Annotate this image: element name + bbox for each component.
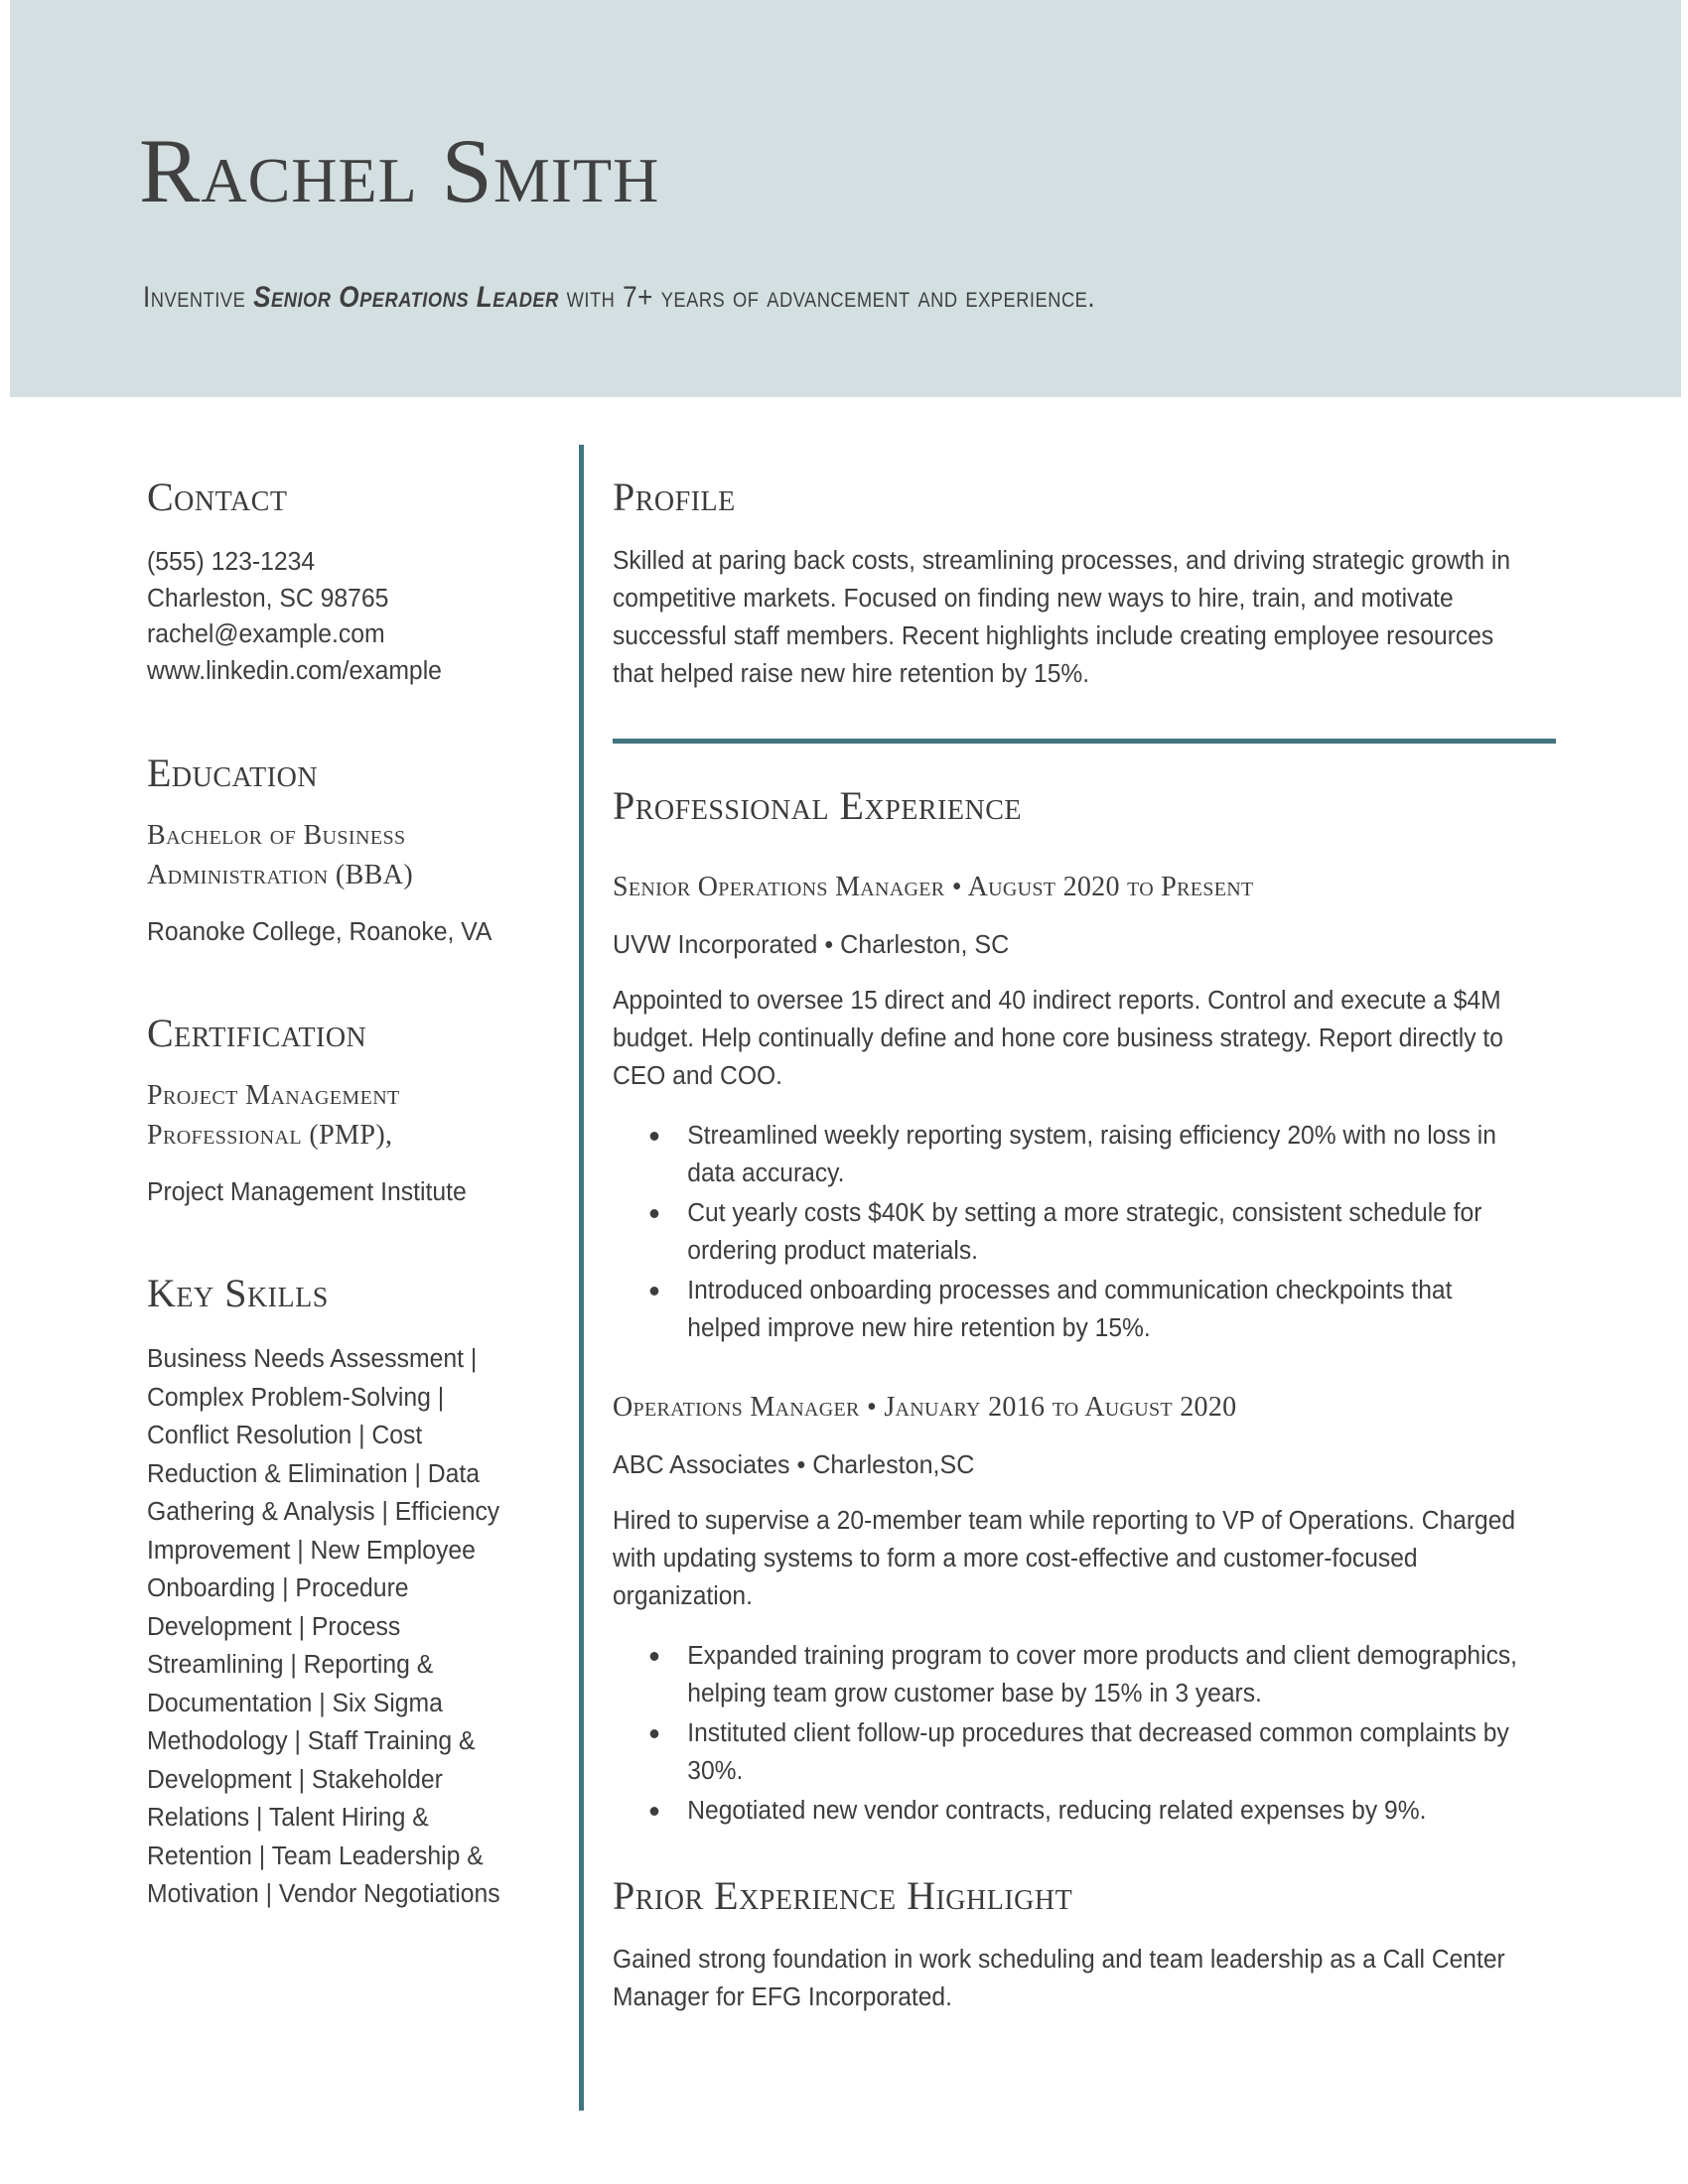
achievement-item: Expanded training program to cover more products and client demographics, helping team grow customer base by 15% in 3 years. (613, 1637, 1523, 1712)
achievement-item: Streamlined weekly reporting system, raising efficiency 20% with no loss in data accuracy. (613, 1117, 1523, 1192)
key-skills-list: Business Needs Assessment | Complex Problem-Solving | Conflict Resolution | Cost Reduction & Elimination | Data Gathering & Analysis | Efficiency Improvement | New Employee Onboarding | Procedure Development | Process Streamlining | Reporting & Documentation | Six Sigma Methodology | Staff Training & Development | Stakeholder Relations | Talent Hiring & Retention | Team Leadership & Motivation | Vendor Negotiations (147, 1345, 500, 1908)
job-description: Hired to supervise a 20-member team while reporting to VP of Operations. Charged with updating systems to form a more cost-effective and customer-focused organization. (613, 1507, 1516, 1610)
contact-details (147, 544, 532, 689)
certification-heading: Certification (147, 1011, 367, 1055)
prior-experience-body: Gained strong foundation in work scheduling and team leadership as a Call Center Manager for EFG Incorporated. (613, 1946, 1505, 2011)
header-tagline (143, 273, 1240, 322)
key-skills-heading: Key Skills (147, 1271, 329, 1315)
achievement-item: Negotiated new vendor contracts, reducing related expenses by 9%. (613, 1792, 1523, 1830)
contact-section (147, 477, 544, 689)
job-title-dates: Senior Operations Manager • August 2020 to Present (613, 872, 1254, 902)
contact-location: Charleston, SC 98765 (147, 584, 389, 613)
experience-section (613, 785, 1556, 1830)
contact-website[interactable]: www.linkedin.com/example (147, 656, 442, 685)
job-achievements (613, 1117, 1556, 1347)
prior-experience-section (613, 1875, 1556, 2016)
experience-item (613, 871, 1556, 1347)
contact-phone[interactable]: (555) 123-1234 (147, 548, 316, 576)
main-content (613, 477, 1556, 2016)
profile-body: Skilled at paring back costs, streamlining processes, and driving strategic growth in competitive markets. Focused on finding new ways to hire, train, and motivate successful staff members. Recent highlights include creating employee resources that helped raise new hire retention by 15%. (613, 547, 1511, 688)
sidebar (147, 477, 544, 1914)
contact-heading: Contact (147, 475, 288, 519)
certification-credential: Project Management Professional (PMP), (147, 1080, 400, 1151)
section-divider (613, 739, 1556, 744)
profile-section (613, 477, 1556, 693)
tagline-role: Senior Operations Leader (253, 281, 559, 314)
experience-heading: Professional Experience (613, 783, 1022, 828)
education-school: Roanoke College, Roanoke, VA (147, 918, 492, 946)
prior-experience-heading: Prior Experience Highlight (613, 1873, 1073, 1918)
education-heading: Education (147, 751, 319, 795)
certification-issuer: Project Management Institute (147, 1178, 467, 1206)
contact-email[interactable]: rachel@example.com (147, 620, 385, 648)
job-description: Appointed to oversee 15 direct and 40 indirect reports. Control and execute a $4M budget. Help continually define and hone core business strategy. Report directly to CEO and COO. (613, 987, 1503, 1090)
achievement-item: Instituted client follow-up procedures that decreased common complaints by 30%. (613, 1714, 1523, 1790)
job-title-dates: Operations Manager • January 2016 to August 2020 (613, 1392, 1237, 1423)
profile-heading: Profile (613, 475, 736, 519)
job-company-location: ABC Associates • Charleston,SC (613, 1449, 975, 1479)
tagline-suffix: with 7+ years of advancement and experience. (558, 281, 1096, 314)
achievement-item: Introduced onboarding processes and communication checkpoints that helped improve new hire retention by 15%. (613, 1272, 1523, 1347)
tagline-prefix: Inventive (143, 281, 254, 314)
key-skills-section (147, 1273, 544, 1914)
page-title: Rachel Smith (139, 120, 660, 221)
education-degree: Bachelor of Business Administration (BBA) (147, 820, 414, 890)
education-section (147, 752, 544, 949)
column-divider (579, 445, 584, 2111)
job-company-location: UVW Incorporated • Charleston, SC (613, 929, 1010, 959)
experience-item (613, 1391, 1556, 1830)
certification-section (147, 1013, 544, 1209)
achievement-item: Cut yearly costs $40K by setting a more strategic, consistent schedule for ordering product materials. (613, 1194, 1523, 1270)
job-achievements (613, 1637, 1556, 1830)
